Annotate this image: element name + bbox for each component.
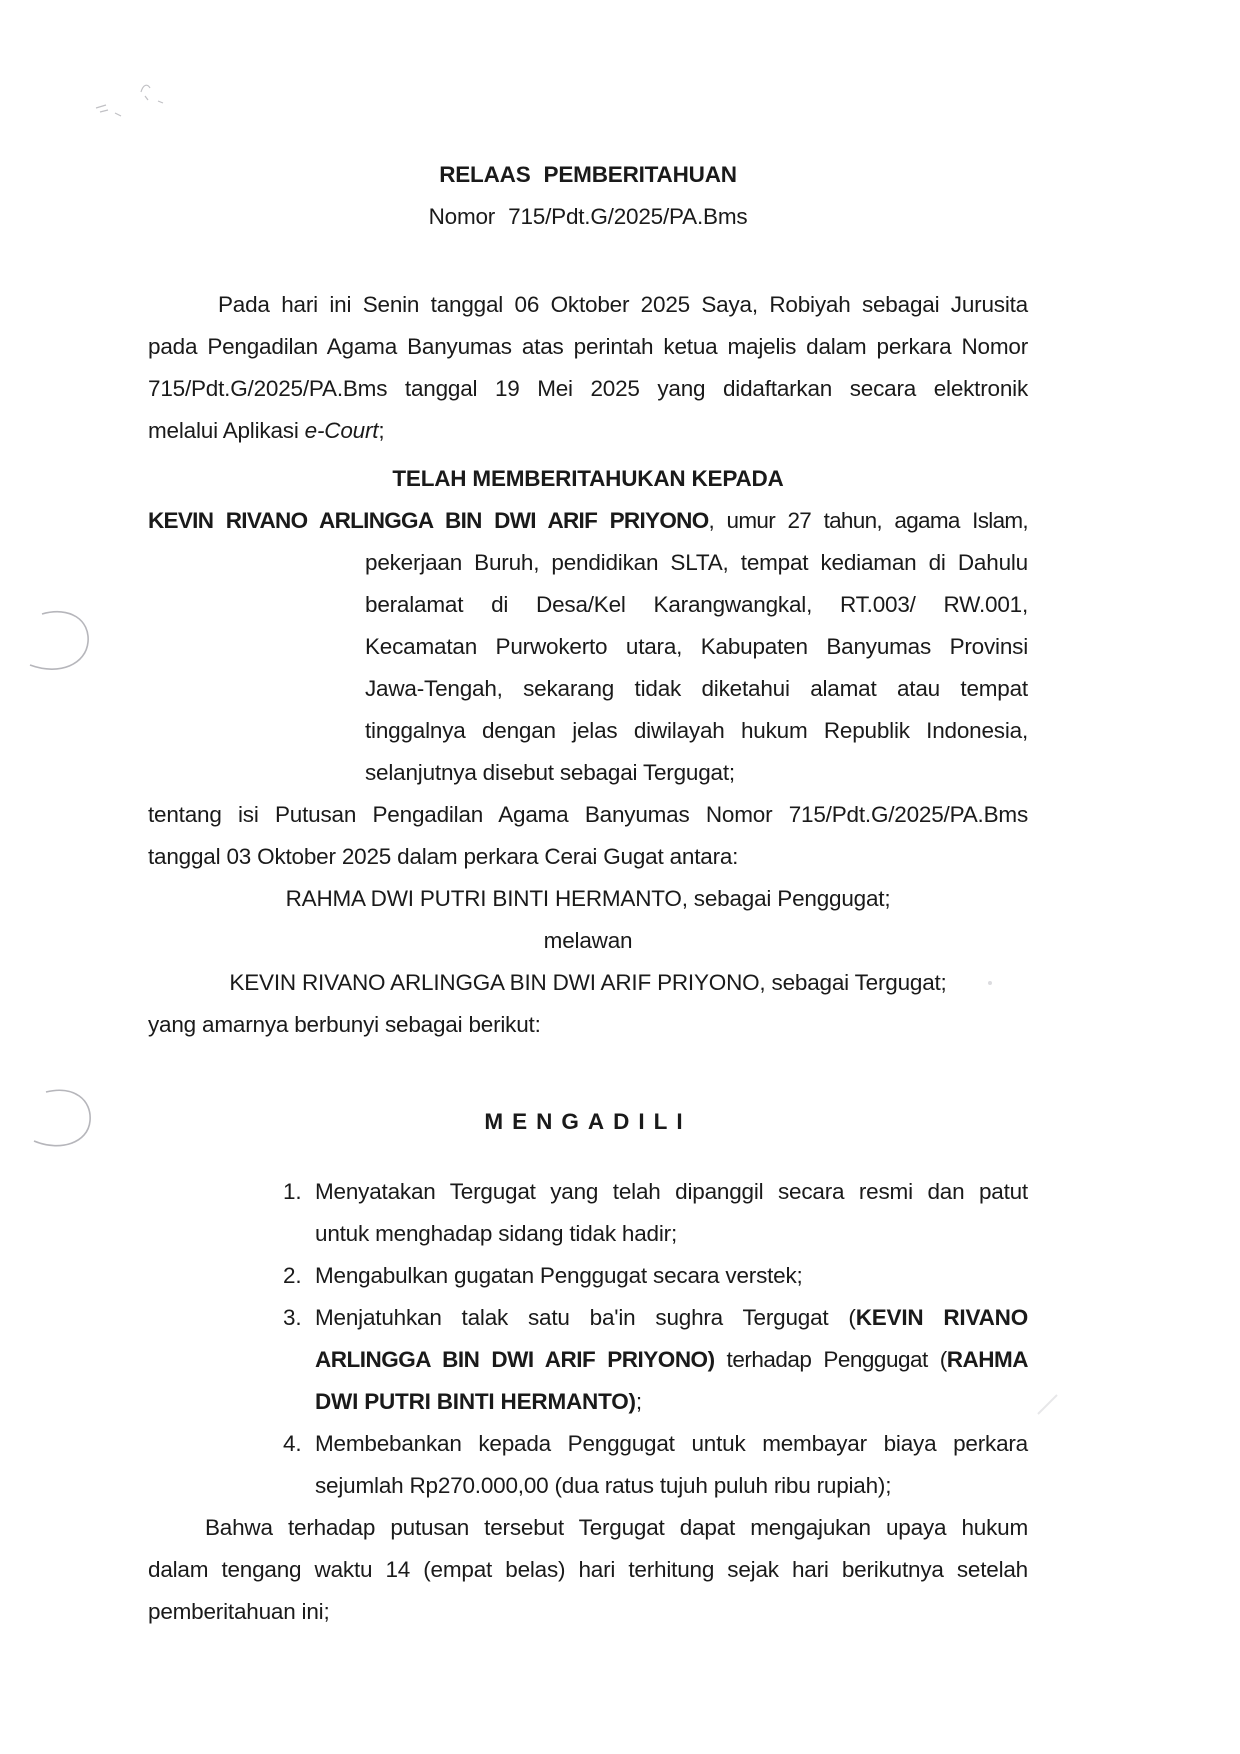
closing-paragraph (148, 1507, 1028, 1633)
opening-text-end: ; (378, 418, 385, 443)
opening-paragraph (148, 284, 1028, 452)
hole-punch-mark (34, 1090, 90, 1145)
scan-speck (1038, 1395, 1057, 1414)
verdict-item-line (315, 1297, 1028, 1339)
verdict-item-line: sejumlah Rp270.000,00 (dua ratus tujuh puluh ribu rupiah); (315, 1473, 892, 1498)
defendant-party-line: KEVIN RIVANO ARLINGGA BIN DWI ARIF PRIYONO, sebagai Tergugat; (229, 970, 947, 995)
verdict-items (148, 1171, 1028, 1507)
item-number: 3. (283, 1305, 302, 1330)
opening-text: melalui Aplikasi (148, 418, 305, 443)
document-title: RELAAS PEMBERITAHUAN (439, 162, 737, 187)
closing-line: pemberitahuan ini; (148, 1599, 330, 1624)
verdict-item-line (315, 1381, 1028, 1423)
defendant-identity-line: selanjutnya disebut sebagai Tergugat; (365, 760, 735, 785)
item-number: 4. (283, 1431, 302, 1456)
defendant-name-bold: KEVIN RIVANO (855, 1305, 1029, 1330)
plaintiff-name-bold: RAHMA (946, 1347, 1028, 1372)
verdict-item (283, 1297, 1029, 1423)
amar-intro-line: yang amarnya berbunyi sebagai berikut: (148, 1012, 541, 1037)
plaintiff-name-bold: DWI PUTRI BINTI HERMANTO) (315, 1389, 636, 1414)
verdict-text: terhadap Penggugat ( (714, 1347, 947, 1372)
verdict-item-line: Mengabulkan gugatan Penggugat secara verstek; (315, 1263, 803, 1288)
defendant-name-bold: ARLINGGA BIN DWI ARIF PRIYONO) (315, 1347, 715, 1372)
defendant-identity-line: Jawa-Tengah, sekarang tidak diketahui alamat atau tempat (365, 676, 1028, 701)
defendant-identity-line: pekerjaan Buruh, pendidikan SLTA, tempat kediaman di Dahulu (365, 550, 1028, 575)
defendant-attributes: , umur 27 tahun, agama Islam, (708, 508, 1028, 533)
document-body (148, 0, 1028, 1633)
plaintiff-party-line: RAHMA DWI PUTRI BINTI HERMANTO, sebagai Penggugat; (285, 886, 891, 911)
notice-heading: TELAH MEMBERITAHUKAN KEPADA (392, 466, 784, 491)
defendant-name: KEVIN RIVANO ARLINGGA BIN DWI ARIF PRIYONO (148, 508, 709, 533)
item-number: 1. (283, 1179, 302, 1204)
opening-line: Pada hari ini Senin tanggal 06 Oktober 2025 Saya, Robiyah sebagai Jurusita (218, 292, 1028, 317)
verdict-item-line (315, 1339, 1028, 1381)
defendant-identity-line (148, 500, 1028, 542)
opening-line (148, 410, 1028, 452)
closing-line: dalam tengang waktu 14 (empat belas) hari terhitung sejak hari berikutnya setelah (148, 1557, 1028, 1582)
defendant-identity-line: beralamat di Desa/Kel Karangwangkal, RT.003/ RW.001, (365, 592, 1028, 617)
verdict-text: Menjatuhkan talak satu ba'in sughra Tergugat ( (315, 1305, 856, 1330)
defendant-identity-line: tinggalnya dengan jelas diwilayah hukum Republik Indonesia, (365, 718, 1028, 743)
opening-line: 715/Pdt.G/2025/PA.Bms tanggal 19 Mei 2025 yang didaftarkan secara elektronik (148, 376, 1028, 401)
verdict-item-line: untuk menghadap sidang tidak hadir; (315, 1221, 678, 1246)
item-number: 2. (283, 1263, 302, 1288)
versus-line: melawan (543, 928, 633, 953)
verdict-item-line: Membebankan kepada Penggugat untuk membayar biaya perkara (315, 1431, 1028, 1456)
judgment-reference-paragraph (148, 794, 1028, 878)
verdict-text: ; (635, 1389, 642, 1414)
ecourt-italic-text: e-Court (304, 418, 379, 443)
closing-line: Bahwa terhadap putusan tersebut Tergugat dapat mengajukan upaya hukum (205, 1515, 1028, 1540)
verdict-item (283, 1255, 1028, 1297)
hole-punch-mark (30, 612, 88, 669)
judgment-reference-line: tentang isi Putusan Pengadilan Agama Banyumas Nomor 715/Pdt.G/2025/PA.Bms (148, 802, 1028, 827)
defendant-identity-line: Kecamatan Purwokerto utara, Kabupaten Banyumas Provinsi (365, 634, 1028, 659)
verdict-item-line: Menyatakan Tergugat yang telah dipanggil secara resmi dan patut (315, 1179, 1028, 1204)
defendant-identity-paragraph (148, 500, 1028, 794)
verdict-item (283, 1171, 1028, 1255)
opening-line: pada Pengadilan Agama Banyumas atas perintah ketua majelis dalam perkara Nomor (148, 334, 1028, 359)
verdict-heading: MENGADILI (484, 1109, 692, 1134)
judgment-reference-line: tanggal 03 Oktober 2025 dalam perkara Cerai Gugat antara: (148, 844, 739, 869)
verdict-item (283, 1423, 1028, 1507)
case-number: Nomor 715/Pdt.G/2025/PA.Bms (428, 204, 748, 229)
